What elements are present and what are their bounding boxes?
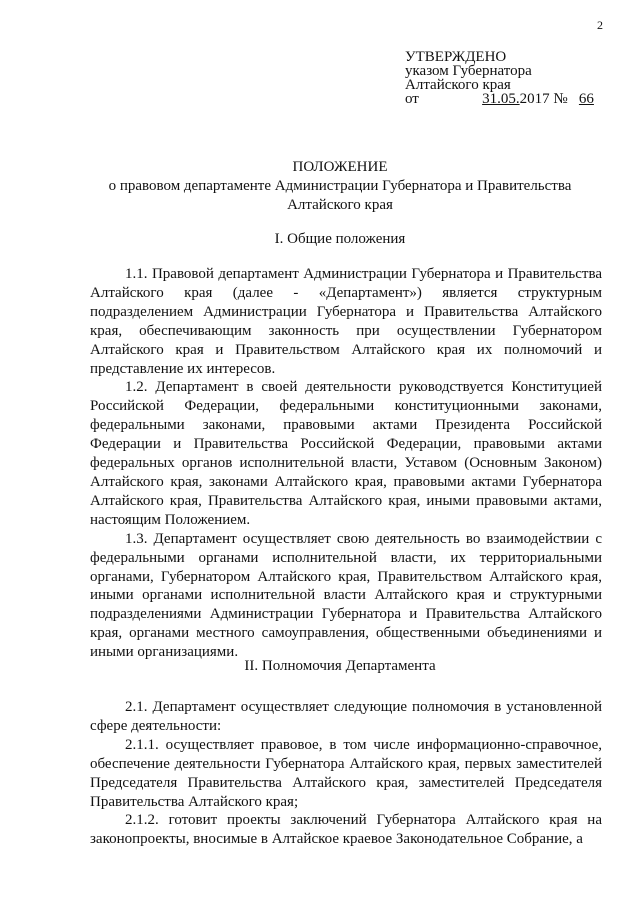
document-title (90, 158, 590, 215)
page-number: 2 (597, 18, 603, 32)
approval-title: УТВЕРЖДЕНО (405, 49, 507, 65)
paragraph-1-1: 1.1. Правовой департамент Администрации Губернатора и Правительства Алтайского края (далее - «Департамент») является структурным подразделением Администрации Губернатора и Правительства Алтайского края, обеспечивающим законность при осуществлении Губернатором Алтайского края и Правительством Алтайского края их полномочий и представление их интересов. (90, 266, 602, 377)
approval-from-label: от (405, 91, 419, 107)
paragraph-2-1-1: 2.1.1. осуществляет правовое, в том числе информационно-справочное, обеспечение деятельности Губернатора Алтайского края, первых заместителей Председателя Правительства Алтайского края, заместителей Председателя Правительства Алтайского края; (90, 736, 602, 810)
paragraph-2-1: 2.1. Департамент осуществляет следующие полномочия в установленной сфере деятельности: (90, 699, 602, 734)
title-subtitle-line2: Алтайского края (287, 197, 393, 213)
approval-year: 2017 (519, 91, 550, 107)
section2-heading: II. Полномочия Департамента (244, 658, 436, 674)
section1-heading: I. Общие положения (274, 231, 406, 247)
approval-date: 31.05. (482, 91, 520, 107)
title-heading: ПОЛОЖЕНИЕ (292, 159, 388, 175)
paragraph-1-3: 1.3. Департамент осуществляет свою деятельность во взаимодействии с федеральными органами исполнительной власти, их территориальными органами, Губернатором Алтайского края, Правительством Алтайского края, иными органами исполнительной власти Алтайского края и структурными подразделениями Администрации Губернатора и Правительства Алтайского края, органами местного самоуправления, общественными объединениями и иными организациями. (90, 530, 602, 661)
approval-date-line (405, 92, 615, 106)
title-subtitle-line1: о правовом департаменте Администрации Губернатора и Правительства (108, 178, 572, 194)
approval-number-sign: № (553, 91, 568, 107)
paragraph-1-2: 1.2. Департамент в своей деятельности руководствуется Конституцией Российской Федерации, федеральными конституционными законами, федеральными законами, правовыми актами Президента Российской Федерации и Правительства Российской Федерации, правовыми актами федеральных органов исполнительной власти, Уставом (Основным Законом) Алтайского края, законами Алтайского края, правовыми актами Губернатора Алтайского края, Правительства Алтайского края, иными правовыми актами, настоящим Положением. (90, 379, 602, 528)
approval-region: Алтайского края (405, 77, 511, 93)
approval-decree: указом Губернатора (405, 63, 532, 79)
paragraph-2-1-2: 2.1.2. готовит проекты заключений Губернатора Алтайского края на законопроекты, вносимые в Алтайское краевое Законодательное Собрание, а (90, 812, 602, 848)
approval-stamp (405, 50, 615, 106)
section1-body (90, 265, 602, 662)
approval-number: 66 (578, 91, 594, 107)
section2-body (90, 698, 602, 849)
